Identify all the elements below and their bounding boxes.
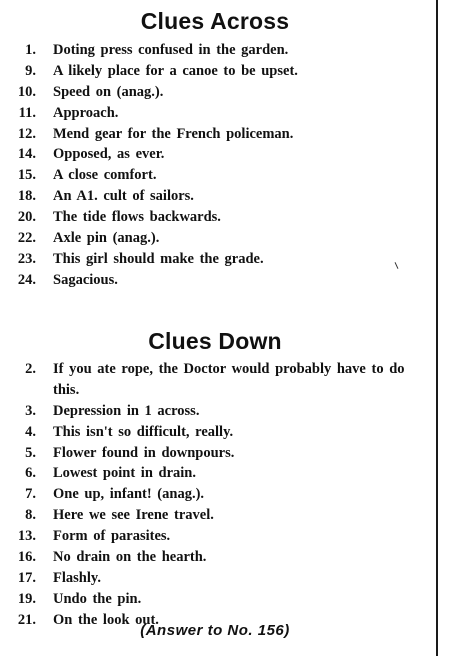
clue-text: No drain on the hearth.: [53, 549, 207, 566]
clue-across-item: [0, 61, 436, 82]
clue-across-item: [0, 82, 436, 103]
clue-number: 4.: [25, 423, 36, 440]
clue-text: Approach.: [53, 104, 119, 121]
clue-down-item: [0, 422, 436, 443]
clue-number: 13.: [17, 528, 36, 545]
clue-number: 14.: [17, 146, 36, 163]
clue-text: Flower found in downpours.: [53, 444, 235, 461]
clue-across-item: [0, 103, 436, 124]
clue-down-item: [0, 547, 436, 568]
clue-across-item: [0, 40, 436, 61]
clue-down-item: [0, 359, 436, 401]
clue-across-item: [0, 207, 436, 228]
clue-number: 5.: [25, 444, 36, 461]
clue-number: 7.: [25, 486, 36, 503]
clues-down-title: Clues Down: [148, 328, 282, 354]
clue-text: Depression in 1 across.: [53, 402, 200, 419]
clue-number: 19.: [17, 590, 36, 607]
clue-text: This isn't so difficult, really.: [53, 423, 234, 440]
clue-down-item: [0, 505, 436, 526]
clue-text: On the look out.: [53, 611, 159, 628]
column-divider-rule: [436, 0, 438, 656]
clue-text: The tide flows backwards.: [53, 209, 221, 226]
clues-across-list: [0, 40, 436, 291]
clue-text: A likely place for a canoe to be upset.: [53, 62, 298, 79]
clue-text: One up, infant! (anag.).: [53, 486, 205, 503]
clue-down-item: [0, 526, 436, 547]
clue-text: Sagacious.: [53, 271, 118, 288]
clue-down-item: [0, 443, 436, 464]
clue-number: 9.: [25, 62, 36, 79]
clue-text: Mend gear for the French policeman.: [53, 125, 294, 142]
clue-number: 24.: [17, 271, 36, 288]
clue-number: 21.: [17, 611, 36, 628]
clue-text: Form of parasites.: [53, 528, 171, 545]
clue-across-item: [0, 270, 436, 291]
clue-down-item: [0, 484, 436, 505]
clue-number: 20.: [17, 209, 36, 226]
clue-number: 16.: [17, 549, 36, 566]
clue-text: Flashly.: [53, 569, 101, 586]
clue-down-item: [0, 568, 436, 589]
clue-text: An A1. cult of sailors.: [53, 188, 194, 205]
clue-text: Here we see Irene travel.: [53, 507, 214, 524]
clue-text: This girl should make the grade.: [53, 250, 264, 267]
clue-across-item: [0, 144, 436, 165]
clue-number: 23.: [17, 250, 36, 267]
clue-number: 18.: [17, 188, 36, 205]
clue-number: 22.: [17, 230, 36, 247]
clue-down-item: [0, 401, 436, 422]
clue-number: 2.: [25, 361, 36, 377]
clue-number: 17.: [17, 569, 36, 586]
clue-text: Undo the pin.: [53, 590, 142, 607]
clue-across-item: [0, 249, 436, 270]
clue-down-item: [0, 463, 436, 484]
clue-across-item: [0, 186, 436, 207]
clue-text: Speed on (anag.).: [53, 83, 164, 100]
clue-number: 11.: [18, 104, 36, 121]
clue-number: 6.: [25, 465, 36, 482]
clue-text: Axle pin (anag.).: [53, 230, 160, 247]
clue-number: 10.: [17, 83, 36, 100]
clues-down-list: [0, 359, 436, 631]
clue-text: A close comfort.: [53, 167, 157, 184]
clue-down-item: [0, 589, 436, 610]
clue-number: 3.: [25, 402, 36, 419]
answer-reference-note: (Answer to No. 156): [140, 622, 290, 639]
clue-text: Doting press confused in the garden.: [53, 42, 289, 58]
clue-text: Opposed, as ever.: [53, 146, 165, 163]
clue-text: If you ate rope, the Doctor would probably have to do this.: [53, 361, 405, 398]
clue-across-item: [0, 165, 436, 186]
clue-number: 15.: [17, 167, 36, 184]
clue-number: 1.: [25, 42, 36, 58]
clue-across-item: [0, 124, 436, 145]
clue-number: 12.: [17, 125, 36, 142]
clue-across-item: [0, 228, 436, 249]
clues-across-title: Clues Across: [140, 8, 290, 34]
clue-text: Lowest point in drain.: [53, 465, 196, 482]
clue-number: 8.: [25, 507, 36, 524]
